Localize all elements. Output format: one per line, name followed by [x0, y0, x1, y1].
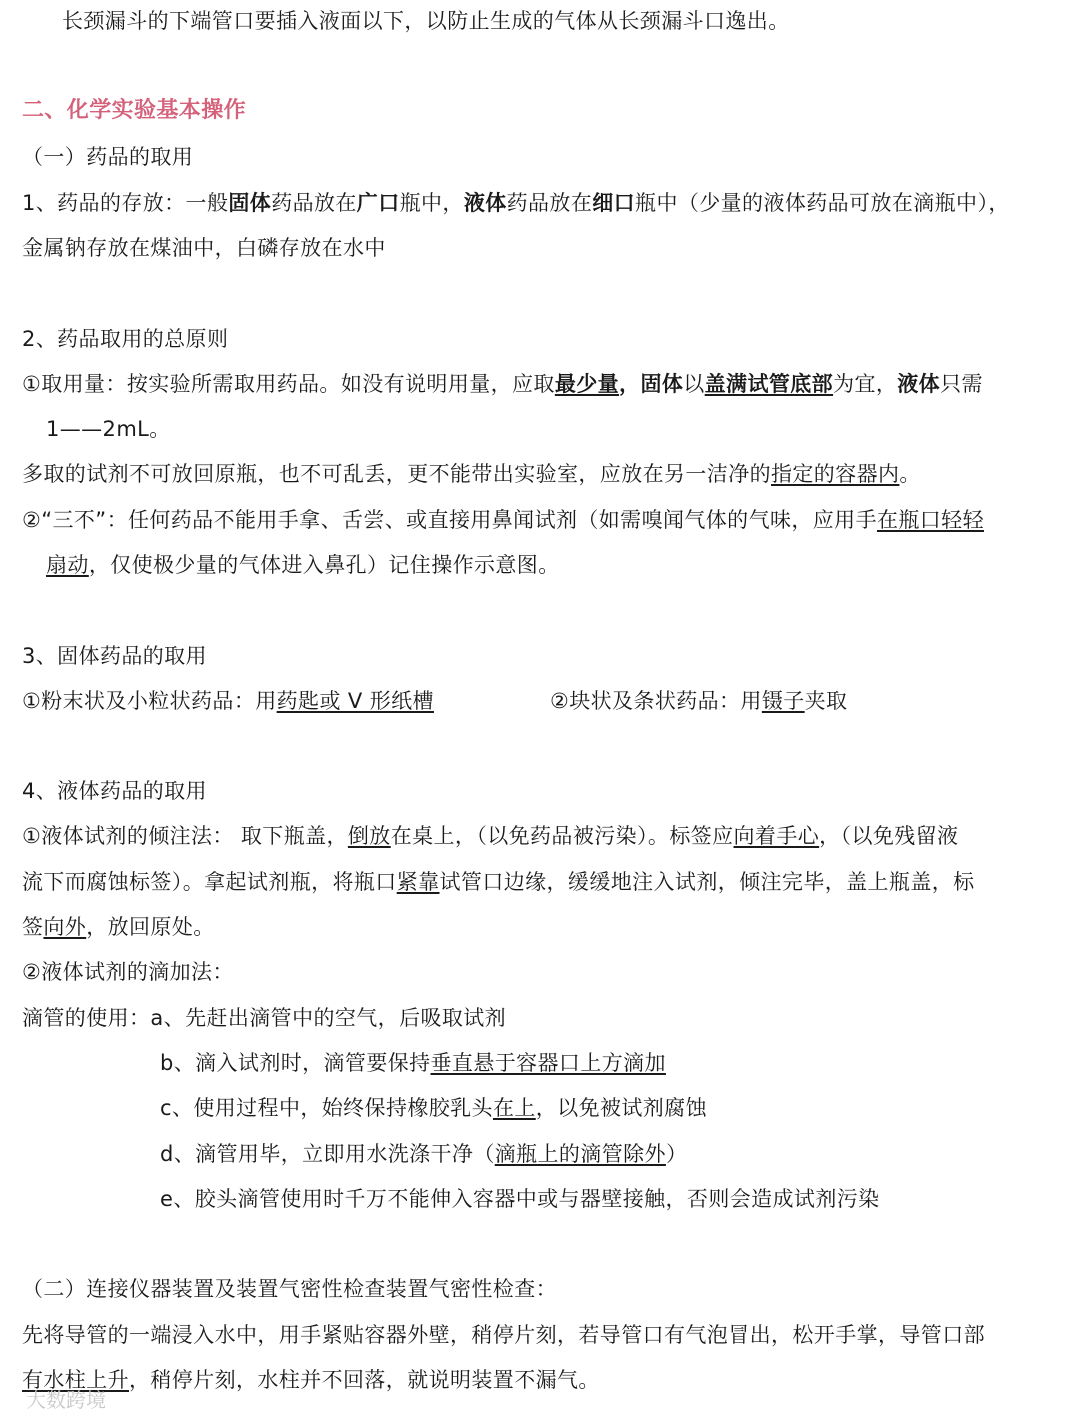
watermark: 大数跨境 — [26, 1388, 106, 1412]
principle-excess: 多取的试剂不可放回原瓶，也不可乱丢，更不能带出实验室，应放在另一洁净的指定的容器内。 — [22, 462, 921, 486]
principle-three-nos: ②“三不”：任何药品不能用手拿、舌尝、或直接用鼻闻试剂（如需嗅闻气体的气味，应用手在瓶口轻轻 — [22, 508, 984, 532]
principle-title: 2、药品取用的总原则 — [22, 327, 229, 351]
dropper-e: e、胶头滴管使用时千万不能伸入容器中或与器壁接触，否则会造成试剂污染 — [160, 1187, 880, 1211]
liquid-pour-line1: ①液体试剂的倾注法： 取下瓶盖，倒放在桌上，（以免药品被污染）。标签应向着手心，（以免残留液 — [22, 824, 959, 848]
airtight-line2: 有水柱上升，稍停片刻，水柱并不回落，就说明装置不漏气。 — [22, 1368, 600, 1392]
solid-block: ②块状及条状药品：用镊子夹取 — [550, 689, 848, 713]
principle-three-nos-line2: 扇动，仅使极少量的气体进入鼻孔）记住操作示意图。 — [46, 553, 560, 577]
dropper-a: 滴管的使用：a、先赶出滴管中的空气，后吸取试剂 — [22, 1006, 507, 1030]
principle-amount-line2: 1——2mL。 — [46, 417, 171, 441]
subsection-1: （一）药品的取用 — [22, 145, 194, 169]
principle-amount: ①取用量：按实验所需取用药品。如没有说明用量，应取最少量，固体以盖满试管底部为宜，液体只需 — [22, 372, 983, 396]
dropper-c: c、使用过程中，始终保持橡胶乳头在上，以免被试剂腐蚀 — [160, 1096, 707, 1120]
paragraph-storage-line2: 金属钠存放在煤油中，白磷存放在水中 — [22, 236, 386, 260]
liquid-title: 4、液体药品的取用 — [22, 779, 207, 803]
section-heading: 二、化学实验基本操作 — [22, 98, 247, 123]
paragraph-storage: 1、药品的存放：一般固体药品放在广口瓶中，液体药品放在细口瓶中（少量的液体药品可放在滴瓶中）， — [22, 191, 1010, 215]
liquid-pour-line2: 流下而腐蚀标签）。拿起试剂瓶，将瓶口紧靠试管口边缘，缓缓地注入试剂，倾注完毕，盖上瓶盖，标 — [22, 870, 975, 894]
solid-powder: ①粉末状及小粒状药品：用药匙或 V 形纸槽 — [22, 689, 434, 713]
dropper-b: b、滴入试剂时，滴管要保持垂直悬于容器口上方滴加 — [160, 1051, 666, 1075]
top-line: 长颈漏斗的下端管口要插入液面以下，以防止生成的气体从长颈漏斗口逸出。 — [62, 9, 790, 33]
liquid-drop-title: ②液体试剂的滴加法： — [22, 960, 234, 984]
airtight-line1: 先将导管的一端浸入水中，用手紧贴容器外壁，稍停片刻，若导管口有气泡冒出，松开手掌，导管口部 — [22, 1323, 985, 1347]
liquid-pour-line3: 签向外，放回原处。 — [22, 915, 215, 939]
subsection-2: （二）连接仪器装置及装置气密性检查装置气密性检查： — [22, 1277, 557, 1301]
dropper-d: d、滴管用毕，立即用水洗涤干净（滴瓶上的滴管除外） — [160, 1142, 688, 1166]
solid-title: 3、固体药品的取用 — [22, 644, 207, 668]
